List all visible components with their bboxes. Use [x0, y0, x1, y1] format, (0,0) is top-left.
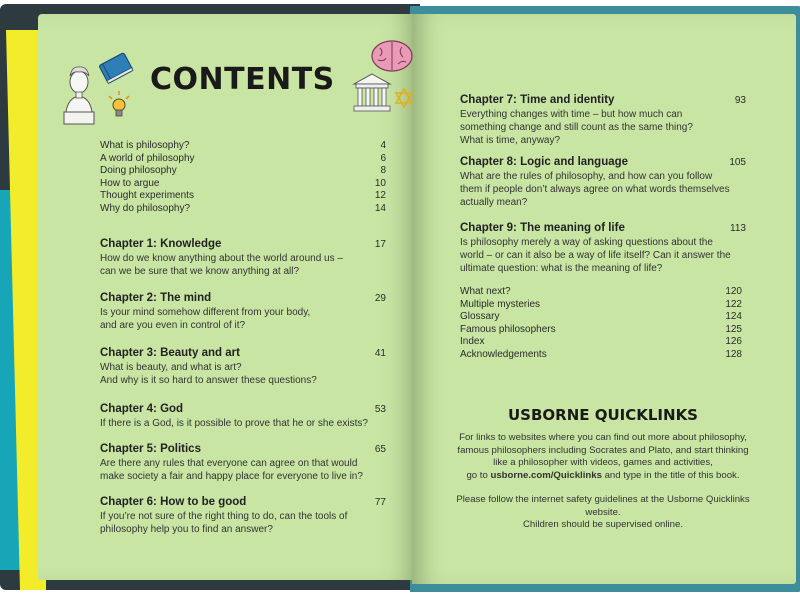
- toc-item: [100, 165, 386, 178]
- chapter-title: Chapter 4: God: [100, 403, 184, 415]
- chapter-description-line: How do we know anything about the world around us –: [100, 253, 343, 264]
- safety-paragraph: [446, 494, 760, 532]
- chapter-description-line: If you’re not sure of the right thing to do, can the tools of: [100, 511, 348, 522]
- toc-label: Why do philosophy?: [100, 202, 191, 214]
- chapter-description-line: ultimate question: what is the meaning of life?: [460, 263, 663, 274]
- toc-page-number: 6: [380, 152, 386, 164]
- toc-label: Acknowledgements: [460, 348, 547, 360]
- chapter-entry-1: [100, 237, 386, 278]
- toc-label: Thought experiments: [100, 190, 194, 201]
- toc-label: What is philosophy?: [100, 140, 190, 151]
- toc-page-number: 120: [725, 286, 742, 297]
- chapter-entry-5: [100, 442, 386, 483]
- back-matter-list: [460, 286, 742, 361]
- chapter-page-number: 53: [374, 404, 386, 415]
- toc-label: A world of philosophy: [100, 152, 195, 164]
- toc-page-number: 12: [374, 190, 386, 201]
- temple-icon: [352, 72, 392, 114]
- chapter-title: Chapter 3: Beauty and art: [100, 347, 240, 359]
- chapter-description-line: can we be sure that we know anything at all?: [100, 266, 300, 277]
- toc-page-number: 122: [725, 298, 742, 310]
- chapter-description-line: and are you even in control of it?: [100, 320, 246, 331]
- toc-item: [460, 349, 742, 362]
- chapter-entry-8: [460, 155, 746, 209]
- chapter-title: Chapter 9: The meaning of life: [460, 222, 625, 234]
- quicklinks-url[interactable]: usborne.com/Quicklinks: [490, 469, 602, 481]
- chapter-page-number: 113: [730, 223, 746, 234]
- toc-page-number: 125: [725, 323, 742, 335]
- chapter-entry-3: [100, 346, 386, 387]
- toc-page-number: 10: [374, 177, 386, 189]
- chapter-description-line: actually mean?: [460, 197, 528, 208]
- lightbulb-icon: [106, 90, 132, 122]
- chapter-description-line: world – or can it also be a way of life itself? Can it answer the: [460, 250, 731, 261]
- toc-page-number: 124: [725, 311, 742, 322]
- toc-item: [460, 311, 742, 324]
- chapter-entry-2: [100, 291, 386, 332]
- chapter-description-line: make society a fair and happy place for everyone to live in?: [100, 471, 363, 482]
- toc-label: Multiple mysteries: [460, 298, 541, 310]
- chapter-description-line: If there is a God, is it possible to prove that he or she exists?: [100, 418, 368, 429]
- toc-item: [460, 286, 742, 299]
- toc-item: [460, 324, 742, 337]
- chapter-description-line: philosophy help you to find an answer?: [100, 524, 273, 535]
- quicklinks-line: [446, 470, 760, 483]
- toc-page-number: 126: [725, 336, 742, 347]
- chapter-page-number: 17: [374, 239, 386, 250]
- safety-line: Please follow the internet safety guidelines at the Usborne Quicklinks website.: [456, 494, 750, 518]
- chapter-description-line: something change and still count as the same thing?: [460, 122, 693, 133]
- chapter-description-line: And why is it so hard to answer these questions?: [100, 375, 317, 386]
- chapter-page-number: 77: [374, 497, 386, 508]
- chapter-page-number: 41: [374, 348, 386, 359]
- bust-icon: [58, 54, 100, 126]
- chapter-page-number: 93: [734, 95, 746, 106]
- page-title: CONTENTS: [150, 62, 335, 97]
- quicklinks-line: like a philosopher with videos, games and activities,: [493, 457, 713, 468]
- chapter-title: Chapter 7: Time and identity: [460, 94, 615, 106]
- chapter-description-line: Everything changes with time – but how much can: [460, 109, 683, 120]
- chapter-entry-4: [100, 402, 386, 430]
- chapter-description-line: Is philosophy merely a way of asking questions about the: [460, 237, 713, 248]
- toc-page-number: 8: [380, 165, 386, 176]
- quicklinks-heading: USBORNE QUICKLINKS: [507, 406, 698, 424]
- chapter-entry-6: [100, 495, 386, 536]
- toc-item: [460, 336, 742, 349]
- toc-item: [100, 153, 386, 166]
- toc-label: Glossary: [460, 311, 500, 322]
- chapter-title: Chapter 5: Politics: [100, 443, 201, 455]
- quicklinks-line: For links to websites where you can find out more about philosophy,: [459, 432, 747, 443]
- toc-item: [100, 178, 386, 191]
- quicklinks-paragraph: [446, 432, 760, 482]
- book-icon: [96, 48, 136, 88]
- chapter-page-number: 29: [374, 293, 386, 304]
- chapter-description-line: What is time, anyway?: [460, 135, 561, 146]
- star-of-david-icon: [394, 88, 414, 108]
- chapter-title: Chapter 2: The mind: [100, 292, 212, 304]
- safety-line: Children should be supervised online.: [523, 519, 683, 530]
- intro-list: [100, 140, 386, 215]
- toc-item: [100, 140, 386, 153]
- toc-item: [100, 203, 386, 216]
- chapter-description-line: Are there any rules that everyone can agree on that would: [100, 458, 358, 469]
- toc-label: How to argue: [100, 177, 160, 189]
- quicklinks-line: famous philosophers including Socrates and Plato, and start thinking: [457, 444, 749, 456]
- toc-item: [460, 299, 742, 312]
- brain-icon: [368, 38, 416, 74]
- toc-label: Famous philosophers: [460, 323, 556, 335]
- quicklinks-text: and type in the title of this book.: [601, 469, 740, 481]
- chapter-entry-7: [460, 93, 746, 147]
- chapter-description-line: What is beauty, and what is art?: [100, 362, 242, 373]
- chapter-description-line: Is your mind somehow different from your body,: [100, 307, 311, 318]
- toc-page-number: 128: [725, 348, 742, 360]
- toc-label: Index: [460, 336, 485, 347]
- chapter-entry-9: [460, 221, 746, 275]
- chapter-title: Chapter 6: How to be good: [100, 496, 247, 508]
- chapter-title: Chapter 8: Logic and language: [460, 156, 629, 168]
- chapter-page-number: 65: [374, 444, 386, 455]
- toc-page-number: 14: [374, 202, 386, 214]
- toc-label: What next?: [460, 286, 511, 297]
- chapter-page-number: 105: [729, 157, 746, 168]
- toc-item: [100, 190, 386, 203]
- quicklinks-text: go to: [466, 469, 491, 481]
- chapter-title: Chapter 1: Knowledge: [100, 238, 222, 250]
- toc-label: Doing philosophy: [100, 165, 177, 176]
- toc-page-number: 4: [380, 140, 386, 151]
- chapter-description-line: What are the rules of philosophy, and how can you follow: [460, 171, 713, 182]
- chapter-description-line: them if people don’t always agree on what words themselves: [460, 184, 730, 195]
